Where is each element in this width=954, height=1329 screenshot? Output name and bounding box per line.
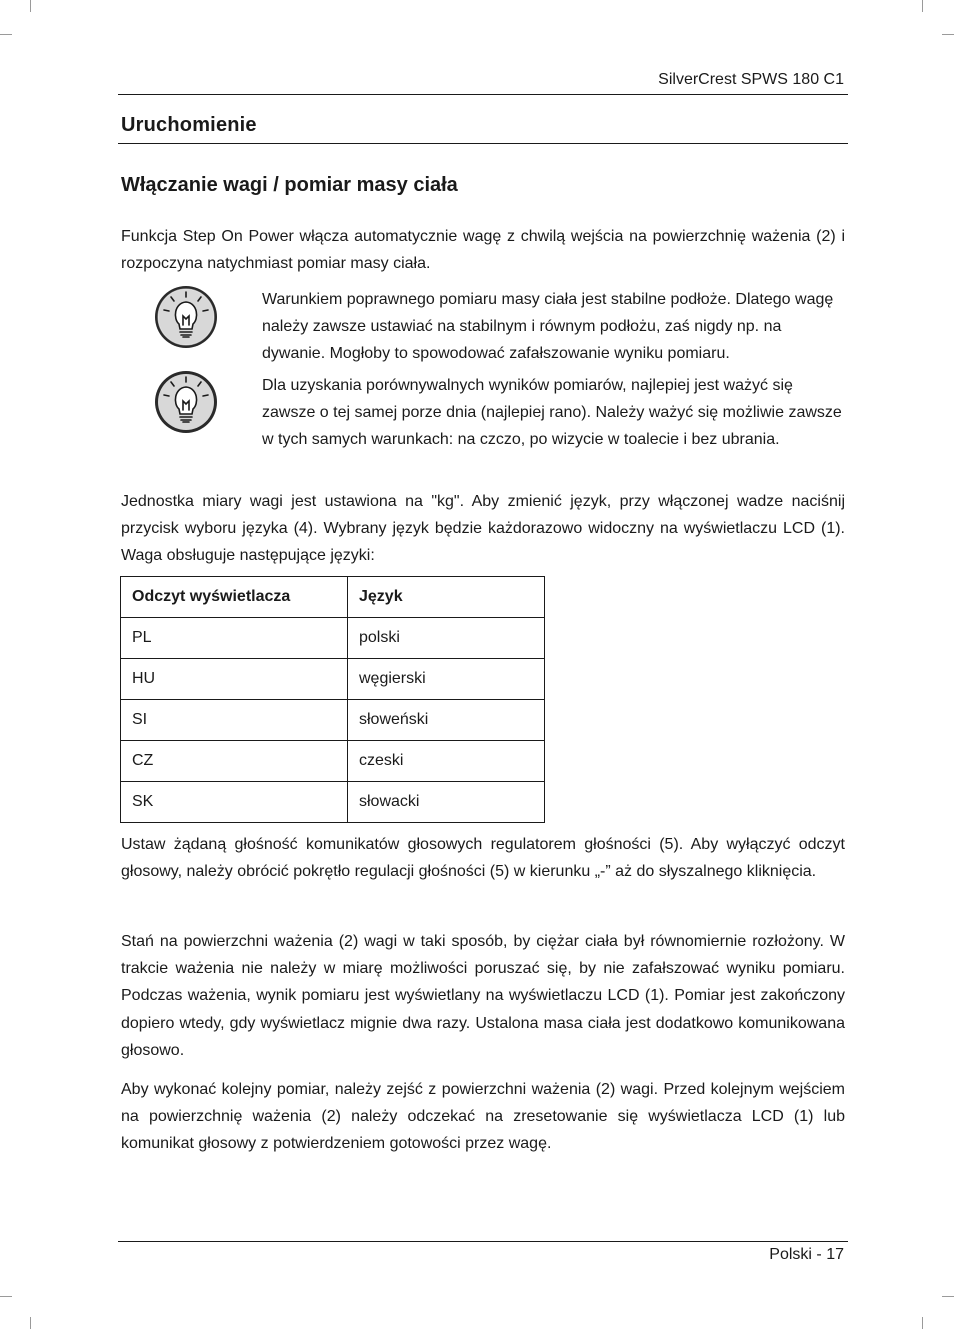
table-cell: SK bbox=[121, 782, 348, 823]
table-cell: węgierski bbox=[348, 659, 545, 700]
next-measurement-paragraph: Aby wykonać kolejny pomiar, należy zejść z powierzchni ważenia (2) wagi. Przed kolejnym wejściem na powierzchnię ważenia (2) należy odczekać na zresetowanie się wyświetlacza LCD (1) lub komunikat głosowy z potwierdzeniem gotowości przez wagę. bbox=[121, 1081, 845, 1153]
footer-rule bbox=[118, 1241, 848, 1242]
crop-mark bbox=[0, 34, 12, 35]
section-title: Uruchomienie bbox=[121, 114, 257, 136]
tip-text: Dla uzyskania porównywalnych wyników pomiarów, najlepiej jest ważyć się zawsze o tej samej porze dnia (najlepiej rano). Należy ważyć się możliwie zawsze w tych samych warunkach: na czczo, po wizycie w toalecie i bez ubrania. bbox=[262, 377, 842, 448]
crop-mark bbox=[30, 1317, 31, 1329]
header-rule bbox=[118, 94, 848, 95]
language-table bbox=[120, 576, 545, 823]
table-row bbox=[121, 741, 545, 782]
lightbulb-icon bbox=[153, 369, 219, 435]
lightbulb-icon bbox=[153, 284, 219, 350]
volume-paragraph: Ustaw żądaną głośność komunikatów głosowych regulatorem głośności (5). Aby wyłączyć odczyt głosowy, należy obrócić pokrętło regulacji głośności (5) w kierunku „-” aż do słyszalnego kliknięcia. bbox=[121, 836, 845, 881]
table-cell: słowacki bbox=[348, 782, 545, 823]
crop-mark bbox=[942, 34, 954, 35]
table-cell: CZ bbox=[121, 741, 348, 782]
table-cell: czeski bbox=[348, 741, 545, 782]
table-cell: PL bbox=[121, 618, 348, 659]
table-row bbox=[121, 659, 545, 700]
table-cell: polski bbox=[348, 618, 545, 659]
weighing-paragraph: Stań na powierzchni ważenia (2) wagi w taki sposób, by ciężar ciała był równomiernie rozłożony. W trakcie ważenia nie należy w miarę możliwości poruszać się, by nie zafałszować wyniku pomiaru. Podczas ważenia, wynik pomiaru jest wyświetlany na wyświetlaczu LCD (1). Pomiar jest zakończony dopiero wtedy, gdy wyświetlacz mignie dwa razy. Ustalona masa ciała jest dodatkowo komunikowana głosowo. bbox=[121, 933, 845, 1059]
table-row bbox=[121, 700, 545, 741]
crop-mark bbox=[922, 0, 923, 12]
crop-mark bbox=[922, 1317, 923, 1329]
intro-paragraph: Funkcja Step On Power włącza automatycznie wagę z chwilą wejścia na powierzchnię ważenia (2) i rozpoczyna natychmiast pomiar masy ciała. bbox=[121, 228, 845, 273]
units-paragraph: Jednostka miary wagi jest ustawiona na "kg". Aby zmienić język, przy włączonej wadze naciśnij przycisk wyboru języka (4). Wybrany język będzie każdorazowo widoczny na wyświetlaczu LCD (1). Waga obsługuje następujące języki: bbox=[121, 493, 845, 565]
table-header-cell: Odczyt wyświetlacza bbox=[121, 577, 348, 618]
table-header-row bbox=[121, 577, 545, 618]
table-cell: HU bbox=[121, 659, 348, 700]
table-row bbox=[121, 782, 545, 823]
subsection-title: Włączanie wagi / pomiar masy ciała bbox=[121, 174, 458, 196]
page-number: Polski - 17 bbox=[769, 1246, 844, 1263]
table-header-cell: Język bbox=[348, 577, 545, 618]
crop-mark bbox=[0, 1296, 12, 1297]
running-header: SilverCrest SPWS 180 C1 bbox=[658, 71, 844, 88]
section-rule bbox=[118, 143, 848, 144]
tip-text: Warunkiem poprawnego pomiaru masy ciała jest stabilne podłoże. Dlatego wagę należy zawsze ustawiać na stabilnym i równym podłożu, zaś nigdy np. na dywanie. Mogłoby to spowodować zafałszowanie wyniku pomiaru. bbox=[262, 291, 834, 362]
table-row bbox=[121, 618, 545, 659]
crop-mark bbox=[942, 1296, 954, 1297]
table-cell: słoweński bbox=[348, 700, 545, 741]
table-cell: SI bbox=[121, 700, 348, 741]
crop-mark bbox=[30, 0, 31, 12]
